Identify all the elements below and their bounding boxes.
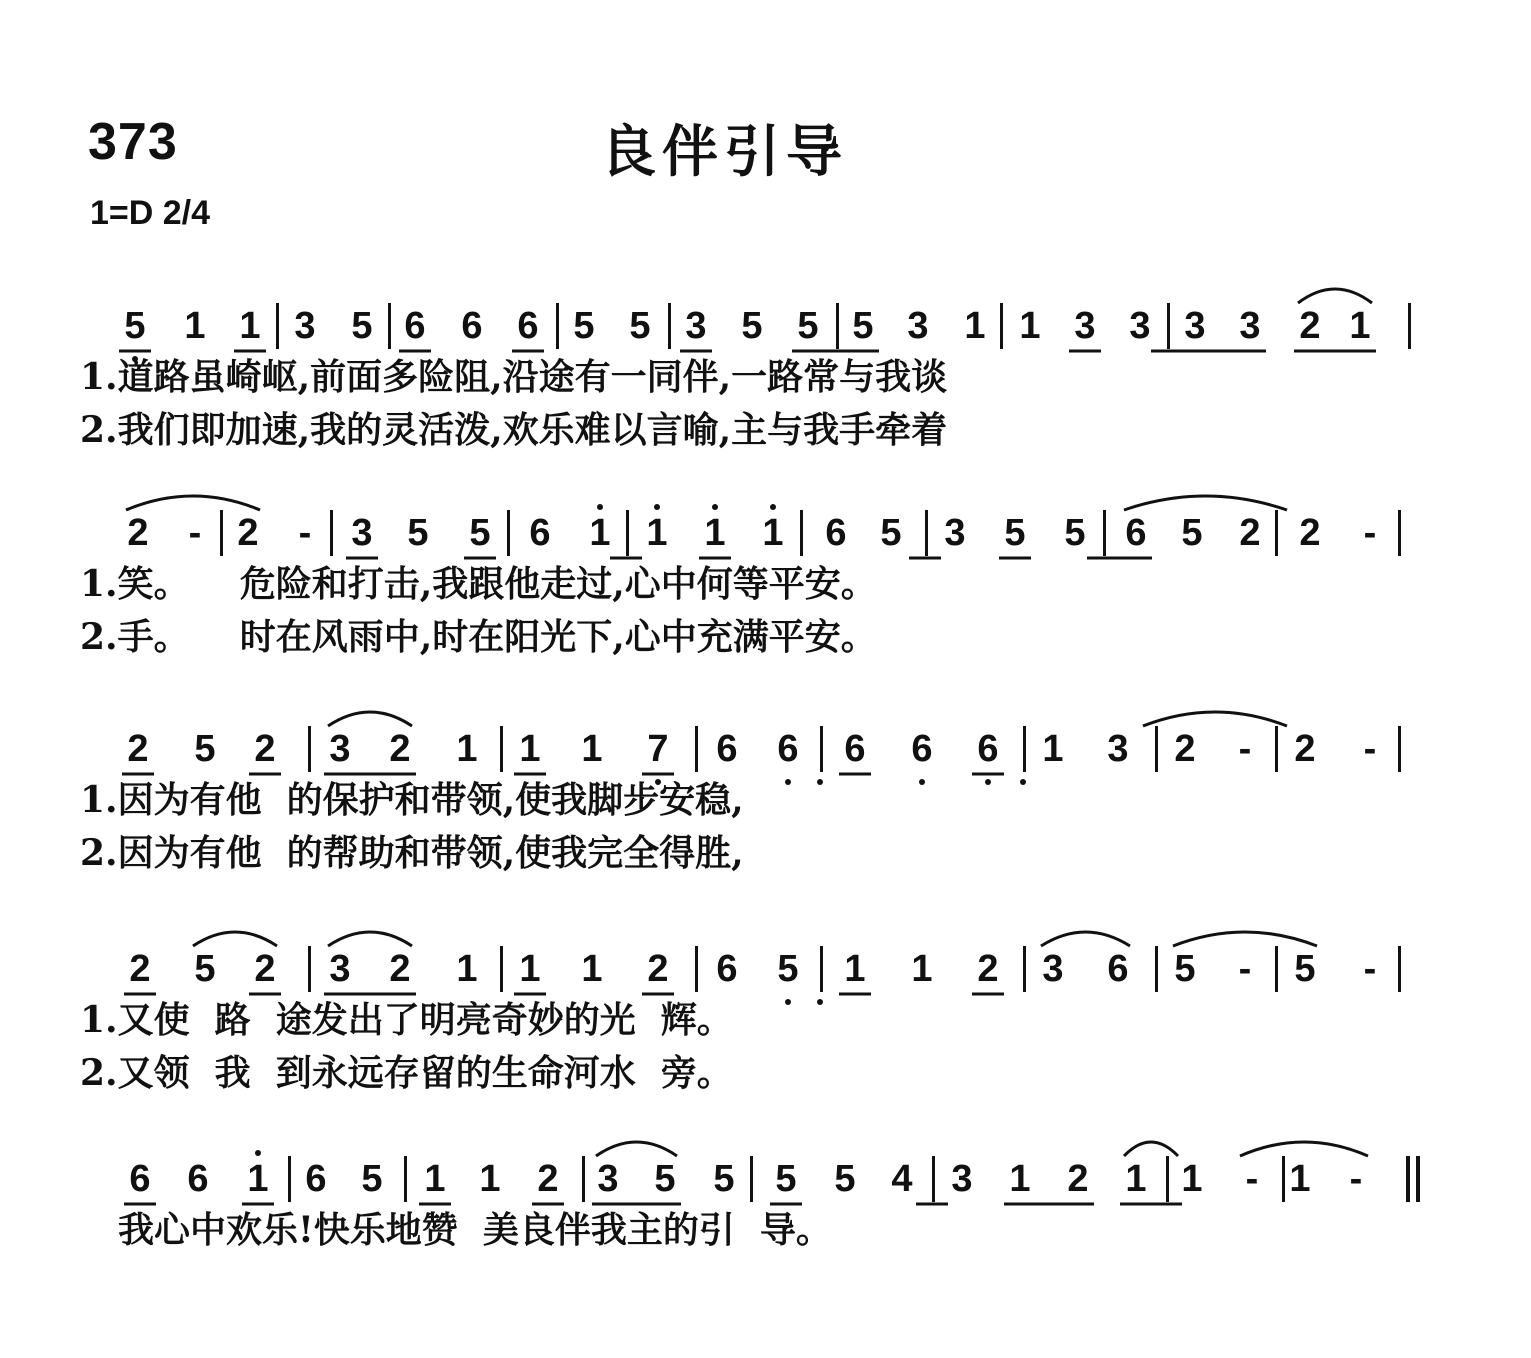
- note: 2: [1174, 728, 1196, 770]
- note: 1: [964, 305, 986, 347]
- note: 6: [977, 728, 999, 770]
- octave-dot-low: [817, 779, 823, 785]
- duration-dash: -: [298, 512, 312, 554]
- note: 2: [129, 948, 151, 990]
- note: 6: [911, 728, 933, 770]
- slur: [1041, 932, 1130, 946]
- note: 2: [977, 948, 999, 990]
- slur: [193, 932, 277, 946]
- note: 6: [716, 728, 738, 770]
- note: 3: [951, 1158, 973, 1200]
- note: 6: [1125, 512, 1147, 554]
- note: 5: [797, 305, 819, 347]
- note: 1: [581, 948, 603, 990]
- duration-dash: -: [188, 512, 202, 554]
- note: 1: [239, 305, 261, 347]
- note: 3: [907, 305, 929, 347]
- note: 3: [1107, 728, 1129, 770]
- note: 1: [479, 1158, 501, 1200]
- duration-dash: -: [1245, 1158, 1259, 1200]
- lyric-verse-2: 2.手。 时在风雨中,时在阳光下,心中充满平安。: [80, 616, 877, 658]
- note: 5: [852, 305, 874, 347]
- score-system-1: [0, 285, 1531, 505]
- note: 1: [247, 1158, 269, 1200]
- note: 2: [1239, 512, 1261, 554]
- note: 5: [1294, 948, 1316, 990]
- slur: [126, 496, 260, 510]
- note: 3: [294, 305, 316, 347]
- duration-dash: -: [1238, 948, 1252, 990]
- slur: [1298, 289, 1372, 303]
- lyric-verse-2: 2.因为有他 的帮助和带领,使我完全得胜,: [80, 832, 744, 874]
- slur: [1240, 1142, 1368, 1156]
- note: 1: [704, 512, 726, 554]
- note: 2: [1294, 728, 1316, 770]
- note: 5: [351, 305, 373, 347]
- note: 5: [1064, 512, 1086, 554]
- note: 7: [647, 728, 669, 770]
- note: 3: [944, 512, 966, 554]
- note: 6: [404, 305, 426, 347]
- note: 1: [762, 512, 784, 554]
- note: 3: [597, 1158, 619, 1200]
- note: 2: [1299, 305, 1321, 347]
- slur: [596, 1142, 677, 1156]
- duration-dash: -: [1363, 512, 1377, 554]
- lyric-verse-1: 1.笑。 危险和打击,我跟他走过,心中何等平安。: [80, 563, 877, 605]
- note: 3: [1074, 305, 1096, 347]
- note: 2: [1067, 1158, 1089, 1200]
- hymn-title: 良伴引导: [600, 120, 848, 185]
- lyric-verse-1: 1.道路虽崎岖,前面多险阻,沿途有一同伴,一路常与我谈: [80, 356, 948, 398]
- note: 5: [361, 1158, 383, 1200]
- duration-dash: -: [1349, 1158, 1363, 1200]
- lyric-verse-1: 1.又使 路 途发出了明亮奇妙的光 辉。: [80, 999, 733, 1041]
- score-system-3: [0, 708, 1531, 928]
- note: 5: [407, 512, 429, 554]
- note: 1: [1289, 1158, 1311, 1200]
- octave-dot-low: [919, 779, 925, 785]
- note: 6: [187, 1158, 209, 1200]
- note: 1: [911, 948, 933, 990]
- note: 3: [1239, 305, 1261, 347]
- note: 2: [537, 1158, 559, 1200]
- note: 1: [1019, 305, 1041, 347]
- note: 1: [519, 728, 541, 770]
- note: 6: [716, 948, 738, 990]
- note: 5: [573, 305, 595, 347]
- slur: [1143, 712, 1287, 726]
- note: 5: [834, 1158, 856, 1200]
- note: 1: [646, 512, 668, 554]
- duration-dash: -: [1238, 728, 1252, 770]
- note: 2: [127, 512, 149, 554]
- note: 1: [844, 948, 866, 990]
- note: 2: [389, 948, 411, 990]
- hymn-number: 373: [88, 113, 178, 171]
- note: 5: [1181, 512, 1203, 554]
- octave-dot-low: [785, 999, 791, 1005]
- note: 1: [519, 948, 541, 990]
- score-system-2: [0, 492, 1531, 712]
- note: 1: [1125, 1158, 1147, 1200]
- note: 4: [891, 1158, 913, 1200]
- note: 2: [254, 728, 276, 770]
- note: 1: [424, 1158, 446, 1200]
- note: 5: [777, 948, 799, 990]
- slur: [1124, 1142, 1178, 1156]
- note: 6: [305, 1158, 327, 1200]
- note: 1: [589, 512, 611, 554]
- note: 1: [184, 305, 206, 347]
- octave-dot-low: [985, 779, 991, 785]
- note: 6: [461, 305, 483, 347]
- lyric-verse-1: 1.因为有他 的保护和带领,使我脚步安稳,: [80, 779, 744, 821]
- note: 2: [647, 948, 669, 990]
- note: 3: [351, 512, 373, 554]
- slur: [1124, 496, 1287, 510]
- slur: [328, 932, 412, 946]
- note: 5: [1004, 512, 1026, 554]
- note: 5: [124, 305, 146, 347]
- note: 5: [1174, 948, 1196, 990]
- score-system-5: [0, 1138, 1531, 1358]
- note: 1: [1042, 728, 1064, 770]
- note: 5: [654, 1158, 676, 1200]
- duration-dash: -: [1363, 728, 1377, 770]
- note: 6: [844, 728, 866, 770]
- note: 6: [1107, 948, 1129, 990]
- key-signature: 1=D 2/4: [90, 194, 211, 232]
- note: 5: [741, 305, 763, 347]
- note: 1: [456, 728, 478, 770]
- note: 1: [456, 948, 478, 990]
- note: 3: [329, 728, 351, 770]
- octave-dot-low: [817, 999, 823, 1005]
- note: 3: [329, 948, 351, 990]
- note: 2: [127, 728, 149, 770]
- note: 1: [1009, 1158, 1031, 1200]
- note: 6: [129, 1158, 151, 1200]
- lyric-chorus: 我心中欢乐!快乐地赞 美良伴我主的引 导。: [118, 1209, 832, 1251]
- slur: [328, 712, 412, 726]
- duration-dash: -: [1363, 948, 1377, 990]
- lyric-verse-2: 2.又领 我 到永远存留的生命河水 旁。: [80, 1052, 733, 1094]
- note: 5: [194, 948, 216, 990]
- note: 6: [529, 512, 551, 554]
- note: 1: [1181, 1158, 1203, 1200]
- note: 2: [1299, 512, 1321, 554]
- note: 3: [1129, 305, 1151, 347]
- note: 3: [1042, 948, 1064, 990]
- note: 5: [469, 512, 491, 554]
- note: 1: [1349, 305, 1371, 347]
- note: 5: [629, 305, 651, 347]
- note: 3: [685, 305, 707, 347]
- note: 5: [775, 1158, 797, 1200]
- note: 6: [777, 728, 799, 770]
- note: 6: [825, 512, 847, 554]
- note: 2: [237, 512, 259, 554]
- note: 5: [880, 512, 902, 554]
- note: 3: [1184, 305, 1206, 347]
- score-system-4: [0, 928, 1531, 1148]
- lyric-verse-2: 2.我们即加速,我的灵活泼,欢乐难以言喻,主与我手牵着: [80, 409, 948, 451]
- note: 2: [389, 728, 411, 770]
- note: 1: [581, 728, 603, 770]
- octave-dot-low: [1020, 779, 1026, 785]
- note: 6: [517, 305, 539, 347]
- note: 2: [254, 948, 276, 990]
- slur: [1173, 932, 1317, 946]
- octave-dot-low: [785, 779, 791, 785]
- note: 5: [194, 728, 216, 770]
- note: 5: [713, 1158, 735, 1200]
